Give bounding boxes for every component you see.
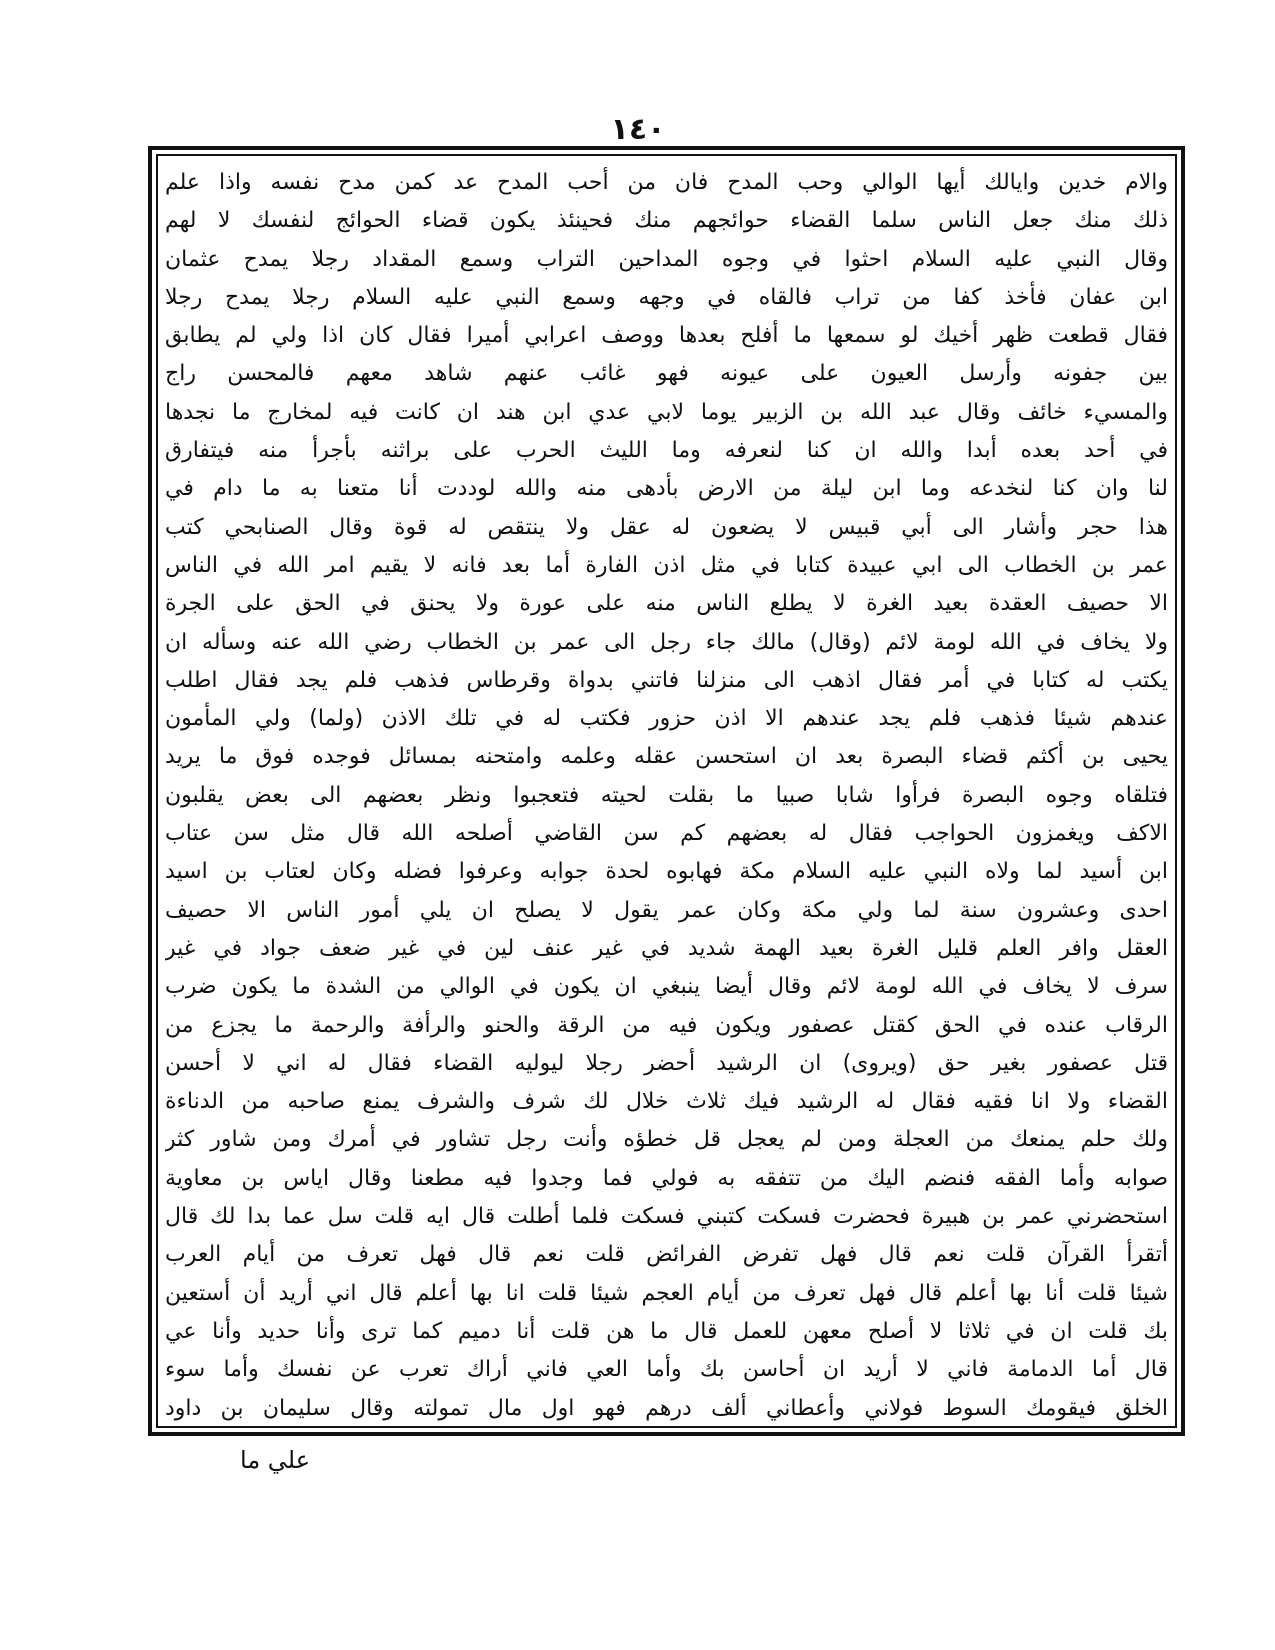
text-line: قال أما الدمامة فاني لا أريد ان أحاسن بك وأما العي فاني أراك تعرب عن نفسك وأما سوء xyxy=(165,1357,1168,1383)
text-line: ابن أسيد لما ولاه النبي عليه السلام مكة فهابوه لحدة جوابه وعرفوا فضله وكان لعتاب بن اسيد xyxy=(165,859,1168,885)
text-line: يحيى بن أكثم قضاء البصرة بعد ان استحسن عقله وعلمه وامتحنه بمسائل فوجده فوق ما يريد xyxy=(165,744,1168,770)
text-line: ولك حلم يمنعك من العجلة ومن لم يعجل قل خطؤه وأنت رجل تشاور في أمرك ومن شاور كثر xyxy=(165,1127,1168,1153)
text-block xyxy=(165,164,1168,1422)
text-line: سرف لا يخاف في الله لومة لائم وقال أيضا ينبغي ان يكون في الوالي من الشدة ما يكون ضرب xyxy=(165,974,1168,1000)
text-line: أتقرأ القرآن قلت نعم قال فهل تفرض الفرائض قلت نعم قال فهل تعرف من أيام العرب xyxy=(165,1242,1168,1268)
text-line: والام خدين وايالك أيها الوالي وحب المدح فان من أحب المدح عد كمن مدح نفسه واذا علم xyxy=(165,170,1168,195)
text-line: الاكف ويغمزون الحواجب فقال له بعضهم كم سن القاضي أصلحه الله قال مثل سن عتاب xyxy=(165,821,1168,847)
text-line: عمر بن الخطاب الى ابي عبيدة كتابا في مثل اذن الفارة أما بعد فانه لا يقيم امر الله في الناس xyxy=(165,552,1168,578)
text-line: الا حصيف العقدة بعيد الغرة لا يطلع الناس منه على عورة ولا يحنق في الحق على الجرة xyxy=(165,591,1168,617)
text-line: في أحد بعده أبدا والله ان كنا لنعرفه وما الليث الحرب على براثنه بأجرأ منه فيتفارق xyxy=(165,438,1168,464)
text-line: ابن عفان فأخذ كفا من تراب فالقاه في وجهه وسمع النبي عليه السلام رجلا يمدح رجلا xyxy=(165,284,1168,310)
text-line: يكتب له كتابا في أمر فقال اذهب الى منزلنا فاتني بدواة وقرطاس فذهب فلم يجد فقال اطلب xyxy=(165,667,1168,693)
text-line: صوابه وأما الفقه فنضم اليك من تتفقه به فولي فما وجدوا فيه مطعنا وقال اياس بن معاوية xyxy=(165,1165,1168,1191)
text-line: وقال النبي عليه السلام احثوا في وجوه المداحين التراب وسمع المقداد رجلا يمدح عثمان xyxy=(165,246,1168,272)
page-number: ١٤٠ xyxy=(610,112,666,147)
text-line: شيئا قلت أنا بها أعلم قال فهل تعرف من أيام العجم شيئا قلت انا بها أعلم قال اني أريد أن أستعين xyxy=(165,1280,1168,1306)
text-line: استحضرني عمر بن هبيرة فحضرت فسكت كتبني فسكت فلما أطلت قال ايه قلت سل عما بدا لك قال xyxy=(165,1204,1168,1230)
text-line: الرقاب عنده في الحق كقتل عصفور ويكون فيه من الرقة والحنو والرأفة والرحمة ما يجزع من xyxy=(165,1012,1168,1038)
text-line: والمسيء خائف وقال عبد الله بن الزبير يوما لابي عدي ابن هند ان كانت فيه لمخارج ما نجدها xyxy=(165,399,1168,425)
text-line: بك قلت ان في ثلاثا لا أصلح معهن للعمل قال ما هن قلت أنا دميم كما ترى وأنا حديد وأنا عي xyxy=(165,1318,1168,1344)
text-line: العقل وافر العلم قليل الغرة بعيد الهمة شديد في غير عنف لين في غير ضعف جواد في غير xyxy=(165,935,1168,961)
text-line: هذا حجر وأشار الى أبي قبيس لا يضعون له عقل ولا ينتقص له قوة وقال الصنابحي كتب xyxy=(165,514,1168,540)
text-line: ولا يخاف في الله لومة لائم (وقال) مالك جاء رجل الى عمر بن الخطاب رضي الله عنه وسأله ان xyxy=(165,629,1168,655)
text-line: عندهم شيئا فذهب فلم يجد عندهم الا اذن حزور فكتب له في تلك الاذن (ولما) ولي المأمون xyxy=(165,706,1168,732)
text-line: بين جفونه وأرسل العيون على عيونه فهو غائب عنهم شاهد معهم فالمحسن راج xyxy=(165,361,1168,387)
text-line: فقال قطعت ظهر أخيك لو سمعها ما أفلح بعدها ووصف اعرابي أميرا فقال كان اذا ولي لم يطابق xyxy=(165,323,1168,349)
text-line: فتلقاه وجوه البصرة فرأوا شابا صبيا ما بقلت لحيته فتعجبوا ونظر بعضهم الى بعض يقلبون xyxy=(165,782,1168,808)
text-line: القضاء ولا انا فقيه فقال له الرشيد فيك ثلاث خلال لك شرف والشرف يمنع صاحبه من الدناءة xyxy=(165,1089,1168,1115)
text-line: الخلق فيقومك السوط فولاني وأعطاني ألف درهم فهو اول مال تمولته وقال سليمان بن داود xyxy=(165,1395,1168,1421)
text-line: قتل عصفور بغير حق (ويروى) ان الرشيد أحضر رجلا ليوليه القضاء فقال له اني لا أحسن xyxy=(165,1050,1168,1076)
text-line: ذلك منك جعل الناس سلما القضاء حوائجهم منك فحينئذ يكون قضاء الحوائج لنفسك لا لهم xyxy=(165,208,1168,234)
catchword: علي ما xyxy=(240,1446,311,1474)
text-line: لنا وان كنا لنخدعه وما ابن ليلة من الارض بأدهى منه والله لوددت أنا متعنا به ما دام في xyxy=(165,476,1168,502)
text-line: احدى وعشرون سنة لما ولي مكة وكان عمر يقول لا يصلح ان يلي أمور الناس الا حصيف xyxy=(165,897,1168,923)
